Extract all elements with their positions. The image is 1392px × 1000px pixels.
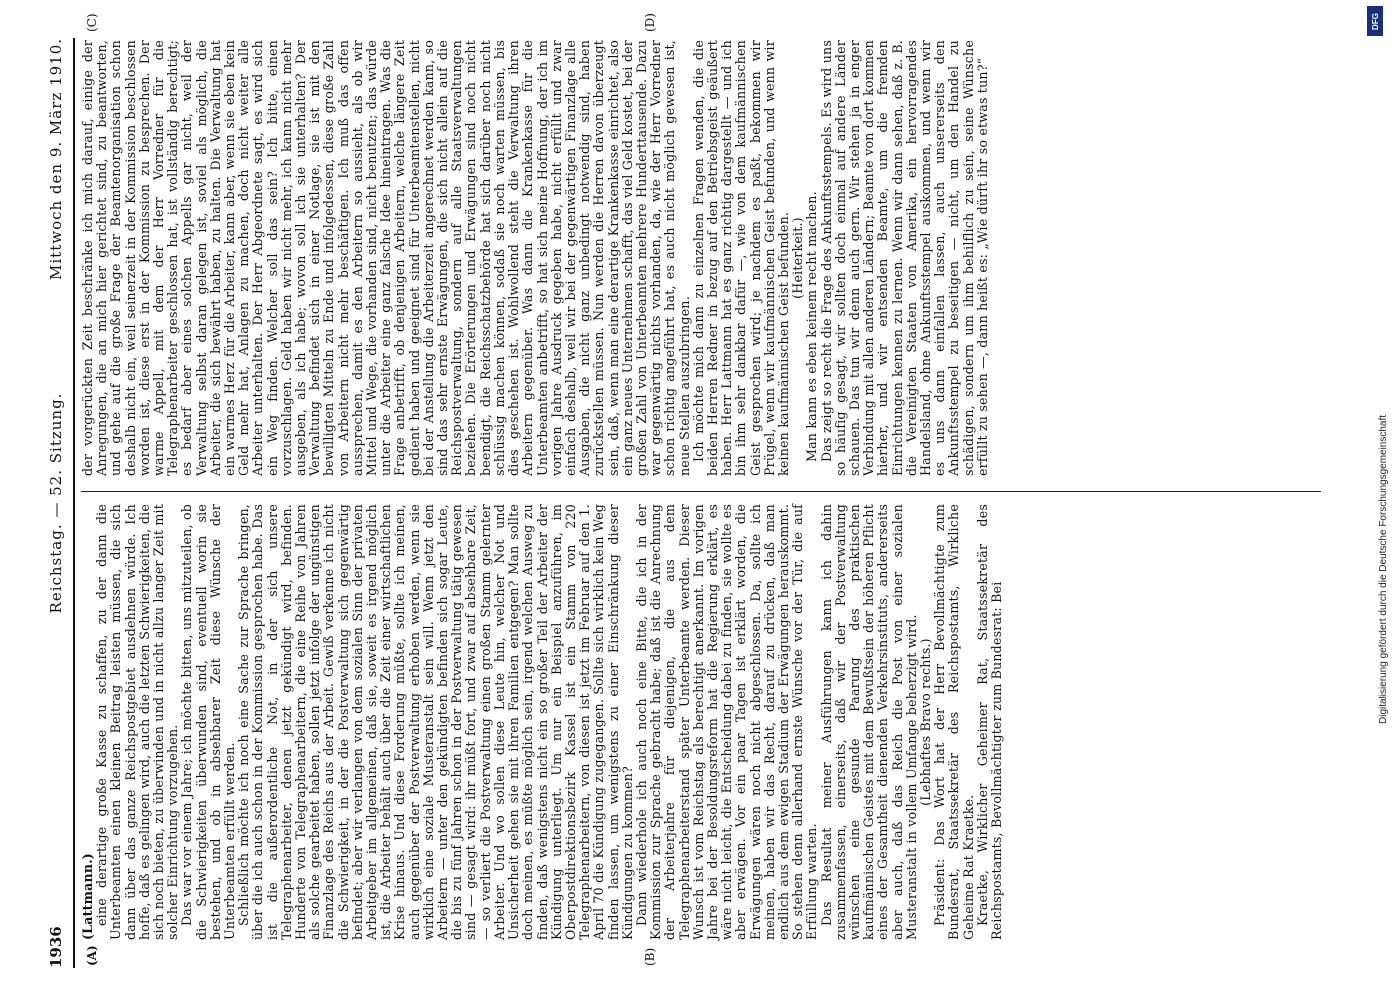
stage-direction: (Heiterkeit.) xyxy=(790,217,806,299)
header-rule xyxy=(73,38,75,968)
paragraph: Das zeigt so recht die Frage des Ankunftsstempels. Es wird uns so häufig gesagt, wir sollten doch einmal auf andere Länder schauen. Das tun wir denn auch gern. Wir stehen ja in enger Verbindung mit allen anderen Ländern; Beamte von dort kommen hierher, und wir entsenden Beamte, um die fremden Einrichtungen kennen zu lernen. Wenn wir dann sehen, daß z. B. die Vereinigten Staaten von Amerika, ein hervorragendes Handelsland, ohne Ankunftsstempel auskommen, und wenn wir es uns dann einfallen lassen, auch unsererseits den Ankunftsstempel zu beseitigen — nicht, um den Handel zu schädigen, sondern um ihm behilflich zu sein, seine Wünsche erfüllt zu sehen —, dann heißt es: „Wie dürft ihr so etwas tun?“ xyxy=(818,40,990,476)
paragraph: der vorgerückten Zeit beschränke ich mich darauf, einige der Anregungen, die an mich hier gerichtet sind, zu beantworten, und gehe auf die große Frage der Beamtenorganisation schon deshalb nicht ein, weil seinerzeit in der Kommission beschlossen worden ist, diese erst in der Kommission zu besprechen. Der warme Appell, mit dem der Herr Vorredner für die Telegraphenarbeiter geschlossen hat, ist vollständig berechtigt; es bedarf aber eines solchen Appells gar nicht, weil der Verwaltung selbst daran gelegen ist, soviel als möglich, die Arbeiter, die sich bewährt haben, zu halten. Die Verwaltung hat ein warmes Herz für die Arbeiter, kann aber, wenn sie eben kein Geld mehr hat, Anlagen zu machen, doch nicht weiter alle Arbeiter unterhalten. Der Herr Abgeordnete sagt, es wird sich ein Weg finden. Welcher soll das sein? Ich bitte, einen vorzuschlagen. Geld haben wir nicht mehr, ich kann nicht mehr ausgeben, als ich habe; wovon soll ich sie unterhalten? Der Verwaltung befindet sich in einer Notlage, sie ist mit den bewilligten Mitteln zu Ende und infolgedessen, diese große Zahl von Arbeitern nicht mehr beschäftigen. Ich muß das offen aussprechen, damit es den Arbeitern so aussieht, als ob wir Mittel und Wege, die vorhanden sind, nicht benutzen; das würde unter die Arbeiter eine ganz falsche Idee hineintragen. Was die Frage anbetrifft, ob denjenigen Arbeitern, welche längere Zeit gedient haben und geeignet sind für Unterbeamtenstellen, nicht bei der Anstellung die Arbeiterzeit angerechnet werden kann, so sind das sehr ernste Erwägungen, die sich nicht allein auf die Reichspostverwaltung, sondern auf alle Staatsverwaltungen beziehen. Die Erörterungen und Erwägungen sind noch nicht beendigt, die Reichsschatzbehörde hat sich darüber noch nicht schlüssig machen können, sodaß sie noch warten müssen, bis dies geschehen ist. Wohlwollend steht die Verwaltung ihren Arbeitern gegenüber. Was dann die Krankenkasse für die Unterbeamten anbetrifft, so hat sich meine Hoffnung, der ich im vorigen Jahre Ausdruck gegeben habe, nicht erfüllt und zwar einfach deshalb, weil wir bei der gegenwärtigen Finanzlage alle Ausgaben, die nicht ganz unbedingt notwendig sind, haben zurückstellen müssen. Nun werden die Herren davon überzeugt sein, daß, wenn man eine derartige Krankenkasse einrichtet, also ein ganz neues Unternehmen schafft, das viel Geld kostet, bei der großen Zahl von Unterbeamten mehrere Hunderttausende. Dazu war gegenwärtig nichts vorhanden, da, wie der Herr Vorredner schon richtig angeführt hat, es auch nicht möglich gewesen ist, neue Stellen auszubringen. xyxy=(80,40,692,476)
stage-direction: (Lebhaftes Bravo rechts.) xyxy=(917,638,933,806)
paragraph: Man kann es eben keinem recht machen. xyxy=(804,191,820,462)
session-date: Mittwoch den 9. März 1910. xyxy=(47,38,65,280)
paragraph: Dann wiederhole ich auch noch eine Bitte, die ich in der Kommission zur Sprache gebracht habe; daß ist die Anrechnung der Arbeiterjahre für diejenigen, die aus dem Telegraphenarbeiterstand später Unterbeamte werden. Dieser Wunsch ist vom Reichstag als berechtigt anerkannt. Im vorigen Jahre bei der Besoldungsreform hat die Regierung erklärt, es wäre nicht leicht, die Entscheidung dabei zu finden, sie wollte es aber erwägen. Vor ein paar Tagen ist erklärt worden, die Erwägungen wären noch nicht abgeschlossen. Da, sollte ich meinen, haben wir das Recht, darauf zu drücken, daß man endlich aus dem ewigen Stadium der Erwägungen herauskommt. So stehen denn allerhand ernste Wünsche vor der Tür, die auf Erfüllung warten. xyxy=(633,504,820,940)
margin-marker-a: (A) xyxy=(85,945,99,966)
paragraph: Ich möchte mich dann zu einzelnen Fragen wenden, die die beiden Herren Redner in bezug auf den Betriebsgeist geäußert haben. Herr Lattmann hat es ganz richtig dargestellt — und ich bin ihm sehr dankbar dafür —, wie von dem kaufmännischen Geist gesprochen wird; je nachdem es paßt, bekommen wir Prügel, wenn wir kaufmännischen Geist befunden, und wenn wir keinen kaufmännischen Geist befunden. xyxy=(690,40,791,476)
digitization-credit xyxy=(1360,4,1389,724)
margin-marker-b: (B) xyxy=(643,947,657,966)
column-divider xyxy=(81,491,1321,492)
running-title: Reichstag. — 52. Sitzung. xyxy=(47,392,65,614)
speaker-paragraph: Präsident: Das Wort hat der Herr Bevollmächtigte zum Bundesrat, Staatssekretär des Reichspostamts, Wirkliche Geheime Rat Kraetke. xyxy=(932,504,976,940)
margin-marker-c: (C) xyxy=(85,13,99,32)
page-header xyxy=(45,38,71,968)
credit-text: Digitalisierung gefördert durch die Deutsche Forschungsgemeinschaft xyxy=(1378,414,1389,724)
left-column xyxy=(81,504,1004,940)
paragraph: Das war vor einem Jahre; ich möchte bitten, uns mitzuteilen, ob die Schwierigkeiten überwunden sind, eventuell worin sie bestehen, und ob in absehbarer Zeit diese Wünsche der Unterbeamten erfüllt werden. xyxy=(179,504,238,940)
paragraph: Das Resultat meiner Ausführungen kann ich dahin zusammenfassen, einerseits, daß wir der Postverwaltung wünschen eine gesunde Paarung des praktischen kaufmännischen Geistes mit dem Bewußtsein der höheren Pflicht eines der Gesamtheit dienenden Verkehrsinstituts, andererseits aber auch, daß das Reich die Post von einer sozialen Musteranstalt in vollem Umfange beherzigt wird. xyxy=(818,504,919,940)
paragraph: Schließlich möchte ich noch eine Sache zur Sprache bringen, über die ich auch schon in der Kommission gesprochen habe. Das ist die außerordentliche Not, in der sich unsere Telegraphenarbeiter, denen jetzt gekündigt wird, befinden. Hunderte von Telegraphenarbeitern, die eine Reihe von Jahren als solche gearbeitet haben, sollen jetzt infolge der ungünstigen Finanzlage des Reichs aus der Arbeit. Gewiß verkenne ich nicht die Schwierigkeit, in der die Postverwaltung sich gegenwärtig befindet; aber wir verlangen von dem sozialen Sinn der privaten Arbeitgeber im allgemeinen, daß sie, soweit es irgend möglich ist, die Arbeiter behält auch über die Zeit einer wirtschaftlichen Krise hinaus. Und diese Forderung müßte, sollte ich meinen, auch gegenüber der Postverwaltung erhoben werden, wenn sie wirklich eine soziale Musteranstalt sein will. Wenn jetzt den Arbeitern — unter den gekündigten befinden sich sogar Leute, die bis zu fünf Jahren schon in der Postverwaltung tätig gewesen sind — gesagt wird: ihr müßt fort, und zwar auf absehbare Zeit, — so verliert die Postverwaltung einen großen Stamm gelernter Arbeiter. Und wo sollen diese Leute hin, welcher Not und Unsicherheit gehen sie mit ihren Familien entgegen? Man sollte doch meinen, es müßte möglich sein, irgend welchen Ausweg zu finden, daß wenigstens nicht ein so großer Teil der Arbeiter der Kündigung unterliegt. Um nur ein Beispiel anzuführen, im Oberpostdirektionsbezirk Kassel ist ein Stamm von 220 Telegraphenarbeitern, von diesen ist jetzt im Februar auf den 1. April 70 die Kündigung zugegangen. Sollte sich wirklich kein Weg finden lassen, um wenigstens zu einer Einschränkung dieser Kündigungen zu kommen? xyxy=(236,504,635,940)
speaker-paragraph: Kraetke, Wirklicher Geheimer Rat, Staatssekretär des Reichspostamts, Bevollmächtigter zum Bundesrat: Bei xyxy=(974,504,1004,940)
document-page xyxy=(45,13,1335,968)
paragraph: eine derartige große Kasse zu schaffen, zu der dann die Unterbeamten einen kleinen Beitrag leisten müssen, die sich dann über das ganze Reichspostgebiet ausdehnen würde. Ich hoffe, daß es gelingen wird, auch die letzten Schwierigkeiten, die sich noch bieten, zu überwinden und in nicht allzu langer Zeit mit solcher Einrichtung vorzugehen. xyxy=(94,504,181,940)
speaker-attribution: (Lattmann.) xyxy=(80,853,95,940)
page-number: 1936 xyxy=(47,926,65,968)
right-column xyxy=(81,40,990,476)
dfg-logo-text: DFG xyxy=(1370,12,1380,30)
margin-marker-d: (D) xyxy=(643,13,657,32)
